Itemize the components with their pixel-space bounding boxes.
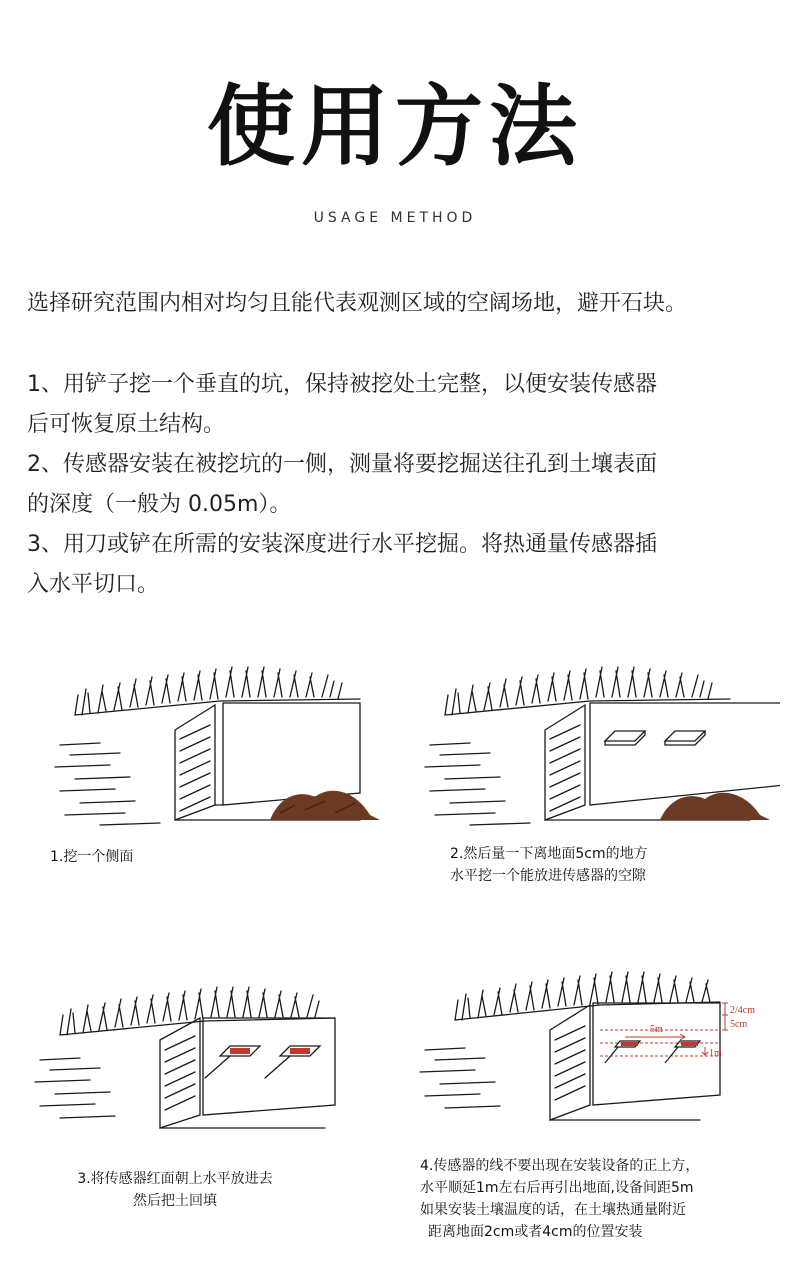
step-1-line-1: 1、用铲子挖一个垂直的坑，保持被挖处土完整，以便安装传感器 bbox=[27, 372, 657, 397]
figure-1-caption: 1.挖一个侧面 bbox=[50, 849, 134, 865]
step-2-line-1: 2、传感器安装在被挖坑的一侧，测量将要挖掘送往孔到土壤表面 bbox=[27, 452, 657, 477]
soil-mound bbox=[270, 791, 380, 820]
sensor-a bbox=[621, 1042, 638, 1046]
figure-3-caption-line-1: 3.将传感器红面朝上水平放进去 bbox=[77, 1171, 273, 1187]
figure-3-caption bbox=[40, 1168, 310, 1212]
step-3-line-1: 3、用刀或铲在所需的安装深度进行水平挖掘。将热通量传感器插 bbox=[27, 532, 657, 557]
figure-4-caption-line-1: 4.传感器的线不要出现在安装设备的正上方， bbox=[420, 1158, 700, 1174]
figure-2-caption-line-2: 水平挖一个能放进传感器的空隙 bbox=[450, 868, 646, 884]
sensor-1 bbox=[230, 1048, 250, 1054]
lead-label: 1m bbox=[709, 1048, 722, 1059]
figure-4 bbox=[400, 955, 790, 1130]
figure-4-caption-line-3: 如果安装土壤温度的话，在土壤热通量附近 bbox=[420, 1202, 686, 1218]
figure-3-illustration bbox=[25, 960, 355, 1130]
step-2-line-2: 的深度（一般为 0.05m）。 bbox=[27, 492, 292, 517]
figure-4-caption bbox=[420, 1155, 699, 1243]
figure-2 bbox=[410, 655, 780, 835]
figure-1-illustration bbox=[40, 655, 390, 835]
figure-2-caption bbox=[450, 843, 648, 887]
figure-3-caption-line-2: 然后把土回填 bbox=[133, 1193, 217, 1209]
figure-2-illustration bbox=[410, 655, 780, 835]
figure-2-caption-line-1: 2.然后量一下离地面5cm的地方 bbox=[450, 846, 648, 862]
page-title: 使用方法 bbox=[206, 75, 583, 178]
sensor-b bbox=[681, 1042, 698, 1046]
soil-mound bbox=[660, 793, 770, 820]
intro-text: 选择研究范围内相对均匀且能代表观测区域的空阔场地，避开石块。 bbox=[27, 291, 688, 316]
page-subtitle: USAGE METHOD bbox=[313, 210, 477, 226]
depth-label-b: 5cm bbox=[730, 1019, 748, 1030]
figure-4-caption-line-2: 水平顺延1m左右后再引出地面,设备间距5m bbox=[420, 1180, 694, 1196]
sensor-2 bbox=[290, 1048, 310, 1054]
figure-1 bbox=[40, 655, 390, 835]
figure-3 bbox=[25, 960, 355, 1130]
depth-label-a: 2/4cm bbox=[730, 1005, 755, 1016]
step-1-line-2: 后可恢复原土结构。 bbox=[27, 412, 226, 437]
step-3-line-2: 入水平切口。 bbox=[27, 572, 160, 597]
steps-list bbox=[27, 365, 767, 605]
spacing-label: 5m bbox=[650, 1024, 663, 1035]
figure-4-caption-line-4: 距离地面2cm或者4cm的位置安装 bbox=[428, 1224, 643, 1240]
figure-4-illustration bbox=[400, 955, 790, 1130]
